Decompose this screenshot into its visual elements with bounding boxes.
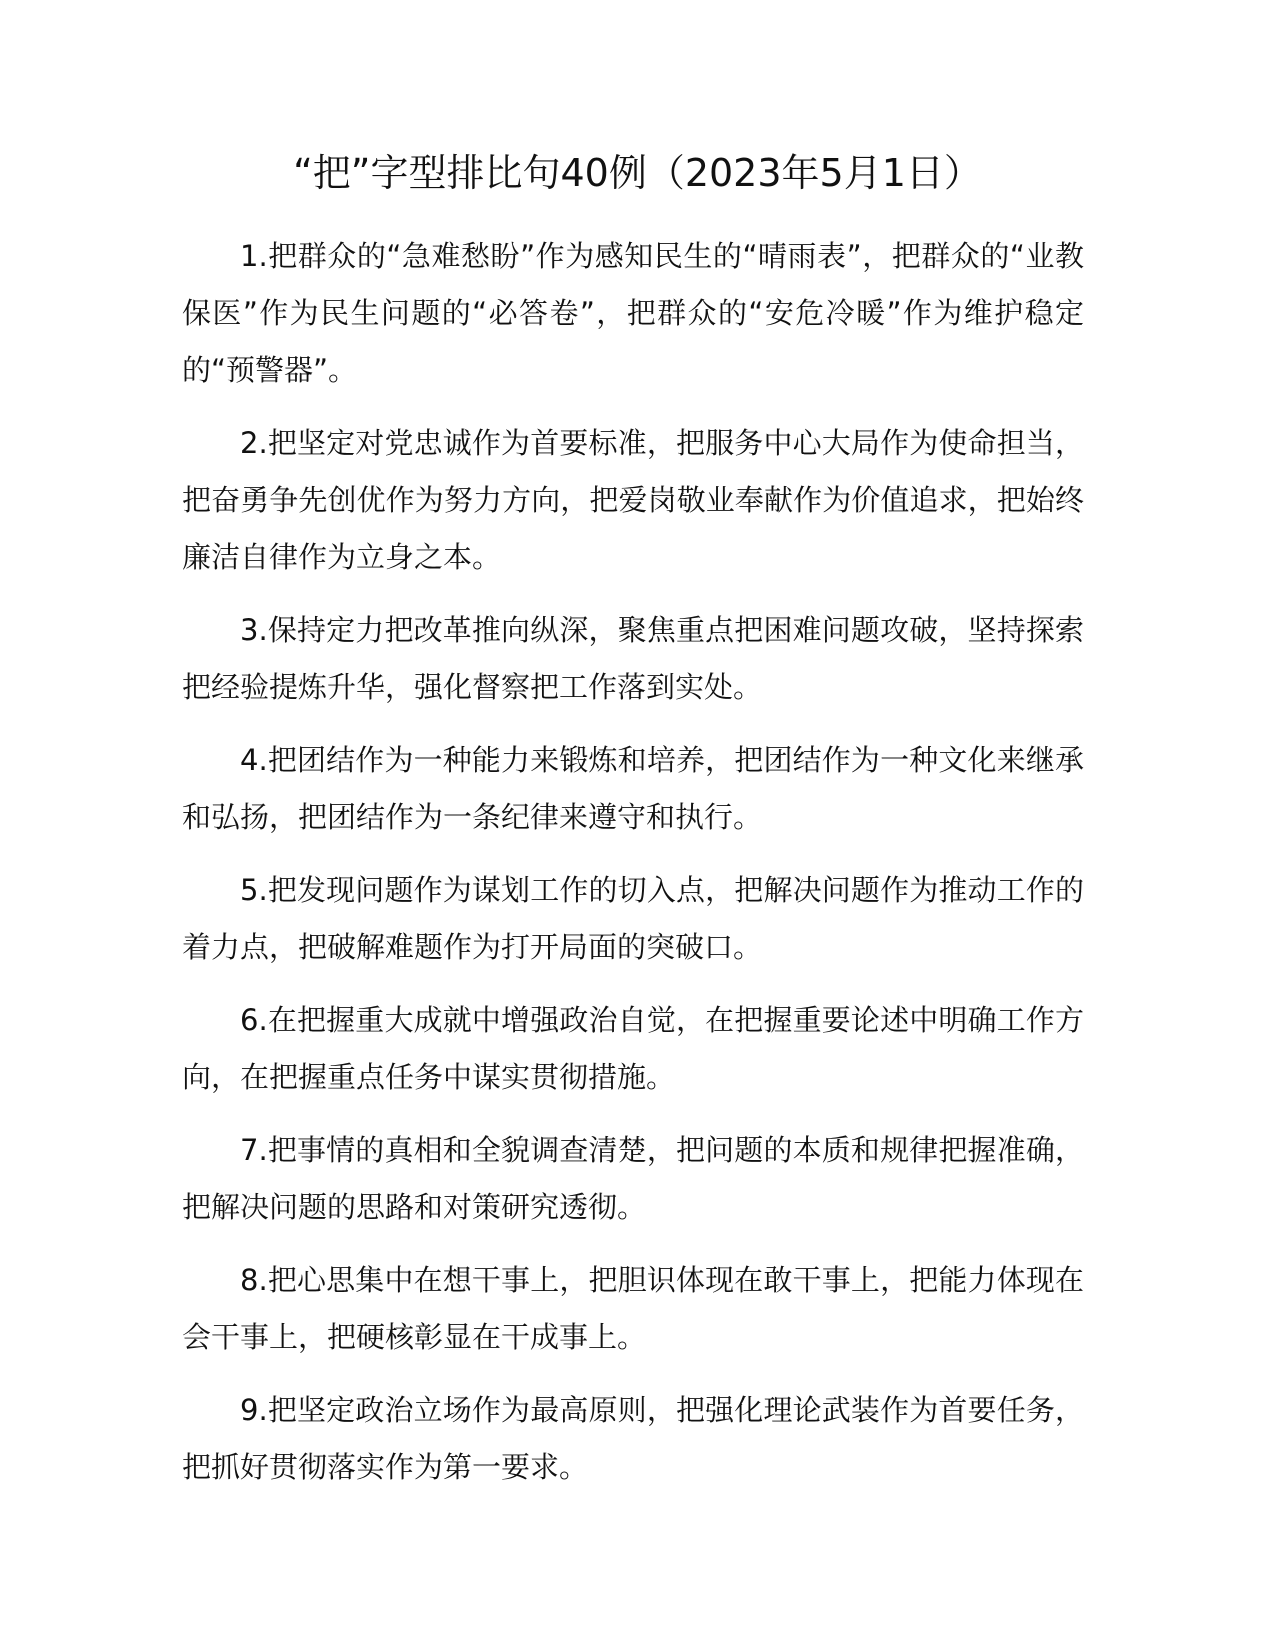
paragraph-5: 5.把发现问题作为谋划工作的切入点，把解决问题作为推动工作的着力点，把破解难题作为打开局面的突破口。 bbox=[182, 873, 1084, 964]
paragraph-3: 3.保持定力把改革推向纵深，聚焦重点把困难问题攻破，坚持探索把经验提炼升华，强化督察把工作落到实处。 bbox=[182, 613, 1084, 704]
document-title: “把”字型排比句40例（2023年5月1日） bbox=[293, 151, 982, 195]
paragraph-7: 7.把事情的真相和全貌调查清楚，把问题的本质和规律把握准确，把解决问题的思路和对策研究透彻。 bbox=[182, 1133, 1084, 1224]
paragraph-1: 1.把群众的“急难愁盼”作为感知民生的“晴雨表”，把群众的“业教保医”作为民生问题的“必答卷”，把群众的“安危冷暖”作为维护稳定的“预警器”。 bbox=[182, 239, 1084, 387]
document-body bbox=[182, 228, 1084, 1512]
paragraph-4: 4.把团结作为一种能力来锻炼和培养，把团结作为一种文化来继承和弘扬，把团结作为一条纪律来遵守和执行。 bbox=[182, 743, 1084, 834]
paragraph-6: 6.在把握重大成就中增强政治自觉，在把握重要论述中明确工作方向，在把握重点任务中谋实贯彻措施。 bbox=[182, 1003, 1084, 1094]
paragraph-8: 8.把心思集中在想干事上，把胆识体现在敢干事上，把能力体现在会干事上，把硬核彰显在干成事上。 bbox=[182, 1263, 1084, 1354]
paragraph-9: 9.把坚定政治立场作为最高原则，把强化理论武装作为首要任务，把抓好贯彻落实作为第一要求。 bbox=[182, 1393, 1084, 1484]
paragraph-2: 2.把坚定对党忠诚作为首要标准，把服务中心大局作为使命担当，把奋勇争先创优作为努力方向，把爱岗敬业奉献作为价值追求，把始终廉洁自律作为立身之本。 bbox=[182, 426, 1084, 574]
